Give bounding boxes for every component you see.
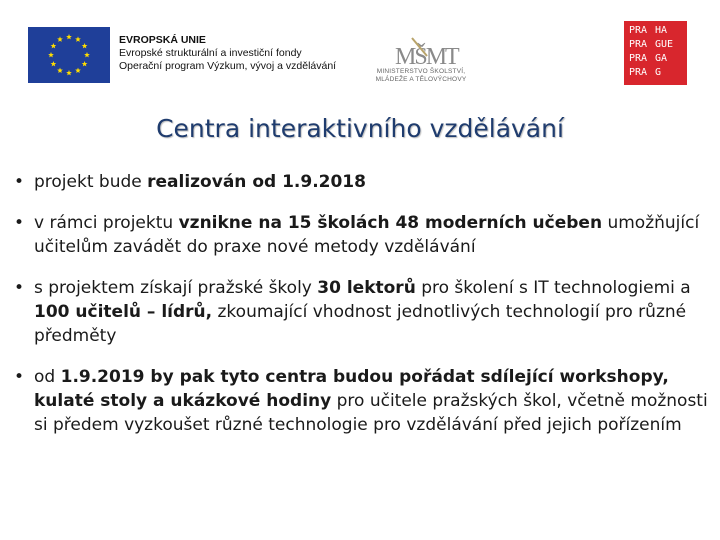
praha-logo-row — [629, 24, 681, 38]
eu-star-icon — [51, 43, 57, 48]
bullet-text: s projektem získají pražské školy — [34, 278, 318, 298]
bullet-dot-icon: • — [14, 172, 25, 192]
praha-logo-row — [629, 52, 681, 66]
eu-star-icon — [48, 52, 54, 57]
praha-logo-cell: PRA — [629, 39, 648, 50]
bullet-dot-icon: • — [14, 278, 25, 298]
msmt-caption-line2: MLÁDEŽE A TĚLOVÝCHOVY — [375, 76, 467, 83]
praha-logo-cell: HA — [655, 25, 668, 36]
bullet-item — [14, 170, 714, 194]
bullet-item — [14, 276, 714, 348]
praha-logo-cell: PRA — [629, 53, 648, 64]
bullet-text-bold: vznikne na 15 školách 48 moderních učeben — [178, 213, 603, 233]
bullet-text-bold: 30 lektorů — [317, 278, 416, 298]
praha-logo-row — [629, 38, 681, 52]
msmt-caption-line1: MINISTERSTVO ŠKOLSTVÍ, — [376, 68, 466, 75]
bullet-text: v rámci projektu — [34, 213, 179, 233]
msmt-caption — [365, 68, 477, 84]
msmt-mark: MŠMT — [395, 44, 458, 70]
praha-logo-row — [629, 66, 681, 80]
eu-stars-icon — [28, 27, 110, 83]
page-title: Centra interaktivního vzdělávání — [156, 114, 564, 143]
eu-flag-logo — [28, 27, 110, 83]
praha-logo-cell: G — [655, 67, 662, 78]
msmt-logo — [365, 26, 485, 96]
praha-logo-cell: PRA — [629, 67, 648, 78]
bullet-text-bold: 1.9.2019 by pak tyto centra budou pořádat sdílející workshopy, kulaté stoly a ukázkové hodiny — [34, 367, 669, 411]
praha-logo-text — [629, 24, 681, 80]
eu-logo-text — [119, 34, 336, 73]
bullet-list — [14, 170, 714, 454]
bullet-item — [14, 211, 714, 259]
eu-star-icon — [82, 43, 88, 48]
bullet-text: projekt bude — [34, 172, 148, 192]
bullet-dot-icon: • — [14, 367, 25, 387]
bullet-dot-icon: • — [14, 213, 25, 233]
eu-star-icon — [84, 52, 90, 57]
praha-logo-cell: PRA — [629, 25, 648, 36]
eu-star-icon — [82, 61, 88, 66]
eu-star-icon — [66, 70, 72, 75]
eu-star-icon — [57, 68, 63, 73]
eu-logo-line3: Operační program Výzkum, vývoj a vzdělávání — [119, 60, 337, 72]
bullet-text: umožňující učitelům zavádět do praxe nové metody vzdělávání — [34, 213, 700, 257]
bullet-text: zkoumající vhodnost jednotlivých technologií pro různé předměty — [34, 302, 687, 346]
bullet-text: od — [34, 367, 61, 387]
eu-star-icon — [66, 34, 72, 39]
eu-star-icon — [51, 61, 57, 66]
bullet-text-bold: realizován od 1.9.2018 — [147, 172, 366, 192]
bullet-text-bold: 100 učitelů – lídrů, — [34, 302, 213, 322]
eu-star-icon — [57, 36, 63, 41]
praha-logo-cell: GA — [655, 53, 668, 64]
praha-logo — [624, 21, 687, 85]
eu-logo-line2: Evropské strukturální a investiční fondy — [119, 47, 302, 59]
eu-star-icon — [75, 68, 81, 73]
bullet-text: pro školení s IT technologiemi a — [415, 278, 691, 298]
eu-logo-line1: EVROPSKÁ UNIE — [119, 34, 206, 46]
logo-header — [0, 0, 720, 100]
bullet-text: pro učitele pražských škol, včetně možnosti si předem vyzkoušet různé technologie pro vzdělávání před jejich pořízením — [34, 391, 708, 435]
bullet-item — [14, 365, 714, 437]
eu-star-icon — [75, 36, 81, 41]
praha-logo-cell: GUE — [655, 39, 674, 50]
